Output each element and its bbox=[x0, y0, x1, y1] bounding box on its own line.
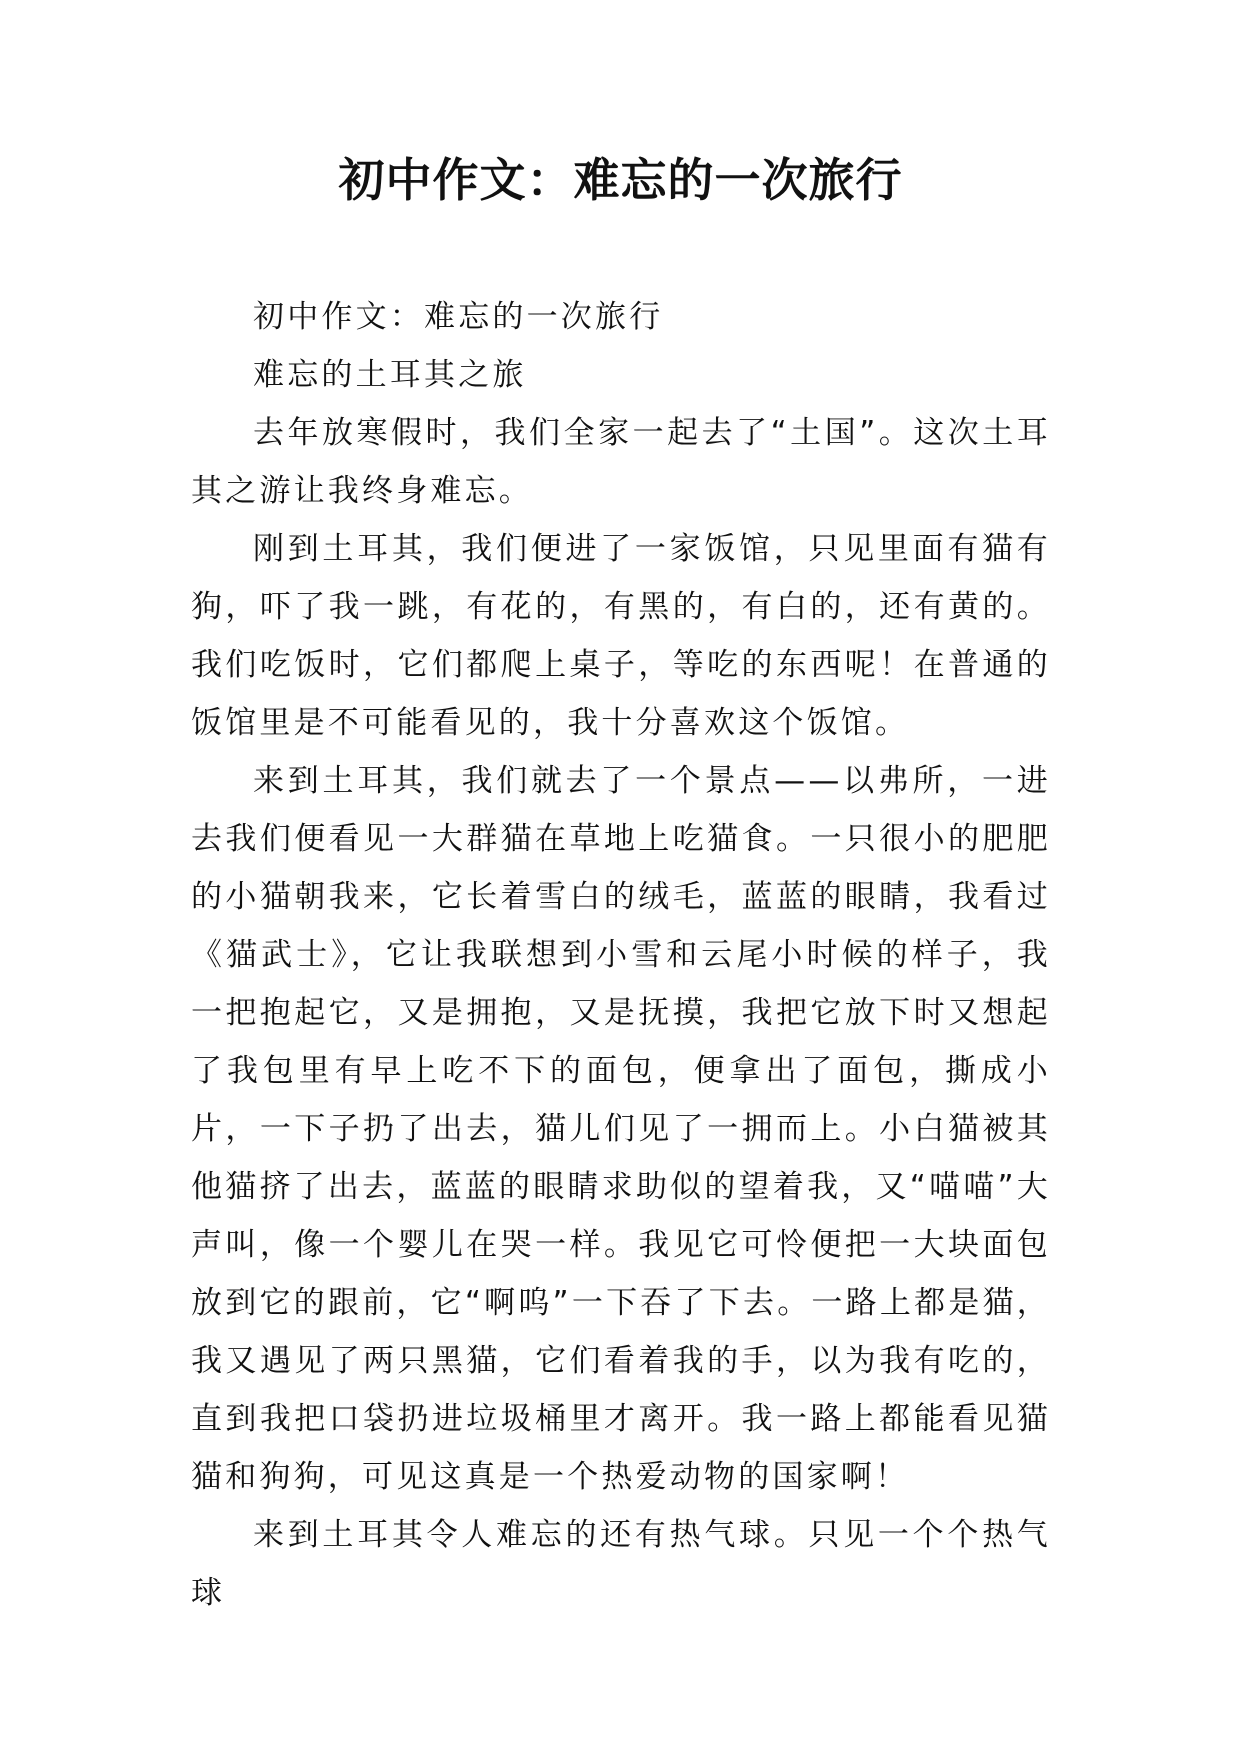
paragraph-heading: 初中作文：难忘的一次旅行 bbox=[253, 299, 664, 335]
document-body bbox=[191, 288, 1051, 1622]
paragraph: 来到土耳其令人难忘的还有热气球。只见一个个热气球 bbox=[191, 1517, 1051, 1611]
paragraph: 来到土耳其，我们就去了一个景点——以弗所，一进去我们便看见一大群猫在草地上吃猫食。一只很小的肥肥的小猫朝我来，它长着雪白的绒毛，蓝蓝的眼睛，我看过《猫武士》，它让我联想到小雪和云尾小时候的样子，我一把抱起它，又是拥抱，又是抚摸，我把它放下时又想起了我包里有早上吃不下的面包，便拿出了面包，撕成小片，一下子扔了出去，猫儿们见了一拥而上。小白猫被其他猫挤了出去，蓝蓝的眼睛求助似的望着我，又“喵喵”大声叫，像一个婴儿在哭一样。我见它可怜便把一大块面包放到它的跟前，它“啊呜”一下吞了下去。一路上都是猫，我又遇见了两只黑猫，它们看着我的手，以为我有吃的，直到我把口袋扔进垃圾桶里才离开。我一路上都能看见猫猫和狗狗，可见这真是一个热爱动物的国家啊！ bbox=[191, 763, 1051, 1495]
paragraph-subheading: 难忘的土耳其之旅 bbox=[253, 357, 527, 393]
paragraph: 刚到土耳其，我们便进了一家饭馆，只见里面有猫有狗，吓了我一跳，有花的，有黑的，有白的，还有黄的。我们吃饭时，它们都爬上桌子，等吃的东西呢！在普通的饭馆里是不可能看见的，我十分喜欢这个饭馆。 bbox=[191, 531, 1051, 741]
paragraph: 去年放寒假时，我们全家一起去了“土国”。这次土耳其之游让我终身难忘。 bbox=[191, 415, 1051, 509]
document-title: 初中作文：难忘的一次旅行 bbox=[338, 153, 903, 207]
